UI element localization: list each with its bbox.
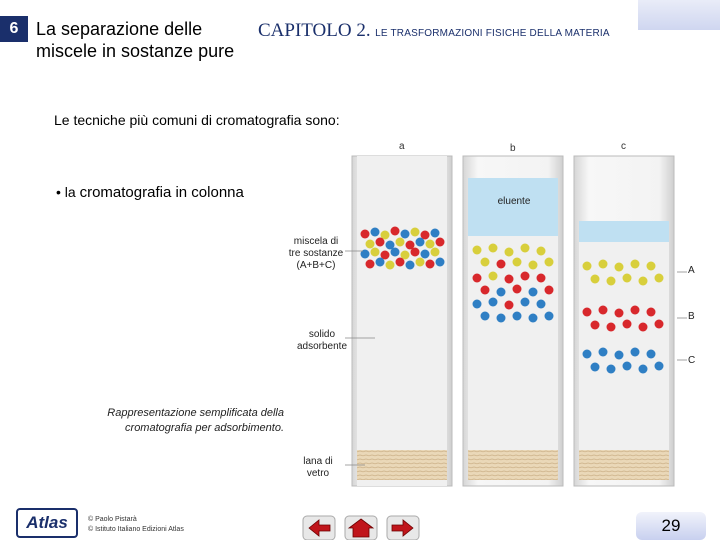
bullet-prefix: la [64,184,76,200]
label-mixture-line1: miscela di [293,236,339,247]
section-title-line1: La separazione delle [36,19,203,39]
label-wool-line1: lana di [303,456,333,467]
label-mixture-line3: (A+B+C) [296,260,336,271]
chapter-label: CAPITOLO 2. [258,20,371,41]
label-mixture-line2: tre sostanze [288,248,344,259]
arrow-left-icon[interactable] [302,515,336,540]
band-label-c: C [688,355,696,366]
bullet-emphasis: cromatografia in colonna [79,184,244,201]
home-icon[interactable] [344,515,378,540]
chromatography-figure [285,138,705,488]
arrow-right-icon[interactable] [386,515,420,540]
credit-line1: © Paolo Pistarà [88,516,137,523]
section-number: 6 [0,16,28,42]
label-solid-line1: solido [308,329,336,340]
figure-caption [84,406,284,436]
logo-text: Atlas [26,513,68,532]
band-label-b: B [688,311,695,322]
label-solid [296,329,348,353]
column-label-b: b [510,143,516,154]
bullet-item [56,184,244,201]
corner-decoration [638,0,720,30]
band-label-a: A [688,265,695,276]
bullet-icon: • [56,184,61,200]
page-number: 29 [636,512,706,540]
label-mixture [286,236,346,272]
column-label-c: c [621,141,626,152]
column-a [352,156,452,486]
section-title-line2: miscele in sostanze pure [36,41,235,61]
credit-line2: © Istituto Italiano Edizioni Atlas [88,526,184,533]
label-solid-line2: adsorbente [296,341,348,352]
intro-text: Le tecniche più comuni di cromatografia sono: [54,112,340,128]
column-label-a: a [399,141,405,152]
caption-line2: cromatografia per adsorbimento. [125,422,284,434]
credits [88,515,184,535]
chapter-subtitle: LE TRASFORMAZIONI FISICHE DELLA MATERIA [375,28,610,39]
label-eluent: eluente [497,196,531,207]
label-wool [296,456,340,480]
label-wool-line2: vetro [306,468,330,479]
atlas-logo [16,508,78,538]
chapter-heading [258,20,610,42]
caption-line1: Rappresentazione semplificata della [107,407,284,419]
section-title [36,18,234,62]
